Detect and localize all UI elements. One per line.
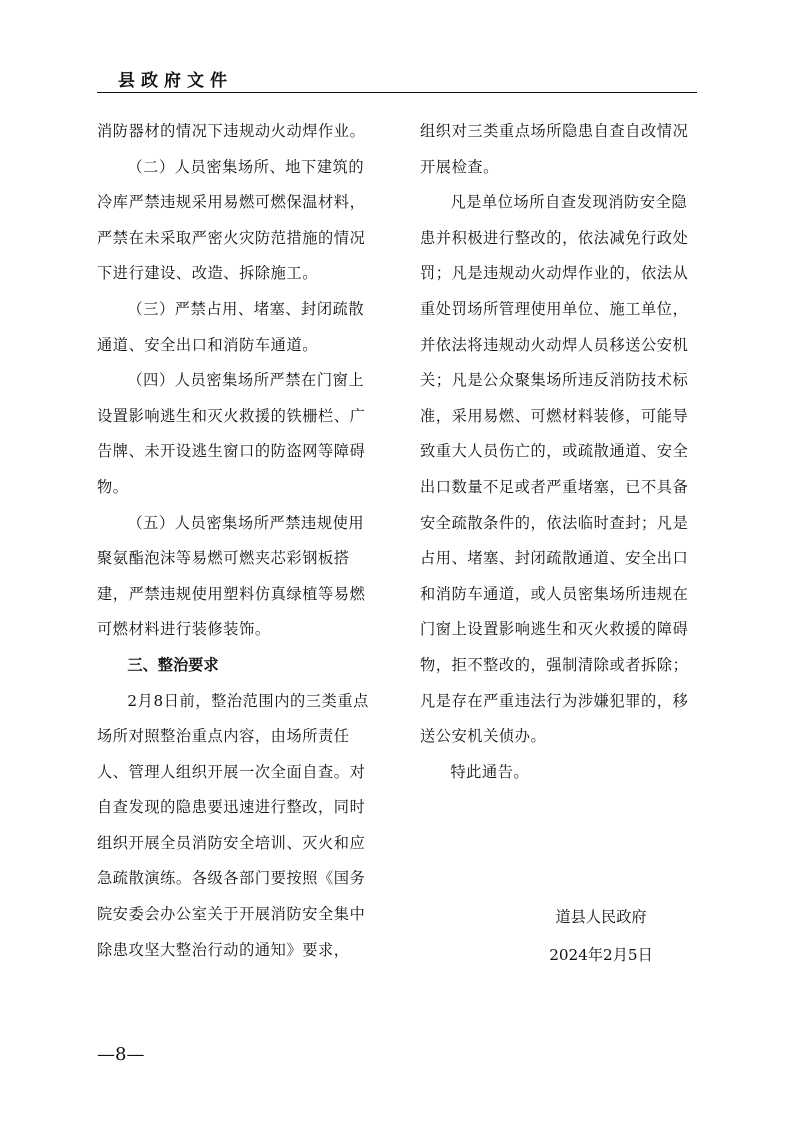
signature-date: 2024年2月5日 <box>549 946 653 964</box>
paragraph: （四）人员密集场所严禁在门窗上设置影响逃生和灭火救援的铁栅栏、广告牌、未开设逃生窗口的防盗网等障碍物。 <box>97 371 366 496</box>
left-column <box>97 114 379 968</box>
paragraph: 消防器材的情况下违规动火动焊作业。 <box>97 122 366 140</box>
header-rule <box>97 92 697 93</box>
document-header-title: 县政府文件 <box>118 71 233 91</box>
right-column <box>420 114 702 790</box>
section-heading: 三、整治要求 <box>127 655 219 674</box>
paragraph: （三）严禁占用、堵塞、封闭疏散通道、安全出口和消防车通道。 <box>97 299 365 354</box>
page-number: —8— <box>97 1044 145 1065</box>
paragraph: 凡是单位场所自查发现消防安全隐患并积极进行整改的，依法减免行政处罚；凡是违规动火动焊作业的，依法从重处罚场所管理使用单位、施工单位，并依法将违规动火动焊人员移送公安机关；凡是公众聚集场所违反消防技术标准，采用易燃、可燃材料装修，可能导致重大人员伤亡的，或疏散通道、安全出口数量不足或者严重堵塞，已不具备安全疏散条件的，依法临时查封；凡是占用、堵塞、封闭疏散通道、安全出口和消防车通道，或人员密集场所违规在门窗上设置影响逃生和灭火救援的障碍物，拒不整改的，强制清除或者拆除；凡是存在严重违法行为涉嫌犯罪的，移送公安机关侦办。 <box>420 193 689 746</box>
paragraph: 2月8日前，整治范围内的三类重点场所对照整治重点内容，由场所责任人、管理人组织开展一次全面自查。对自查发现的隐患要迅速进行整改，同时组织开展全员消防安全培训、灭火和应急疏散演练。各级各部门要按照《国务院安委会办公室关于开展消防安全集中除患攻坚大整治行动的通知》要求， <box>97 691 369 959</box>
signature-organization: 道县人民政府 <box>555 908 647 926</box>
paragraph: 组织对三类重点场所隐患自查自改情况开展检查。 <box>420 122 689 176</box>
paragraph: 特此通告。 <box>450 762 530 781</box>
paragraph: （二）人员密集场所、地下建筑的冷库严禁违规采用易燃可燃保温材料，严禁在未采取严密火灾防范措施的情况下进行建设、改造、拆除施工。 <box>97 157 366 283</box>
paragraph: （五）人员密集场所严禁违规使用聚氨酯泡沫等易燃可燃夹芯彩钢板搭建，严禁违规使用塑料仿真绿植等易燃可燃材料进行装修装饰。 <box>97 513 366 639</box>
